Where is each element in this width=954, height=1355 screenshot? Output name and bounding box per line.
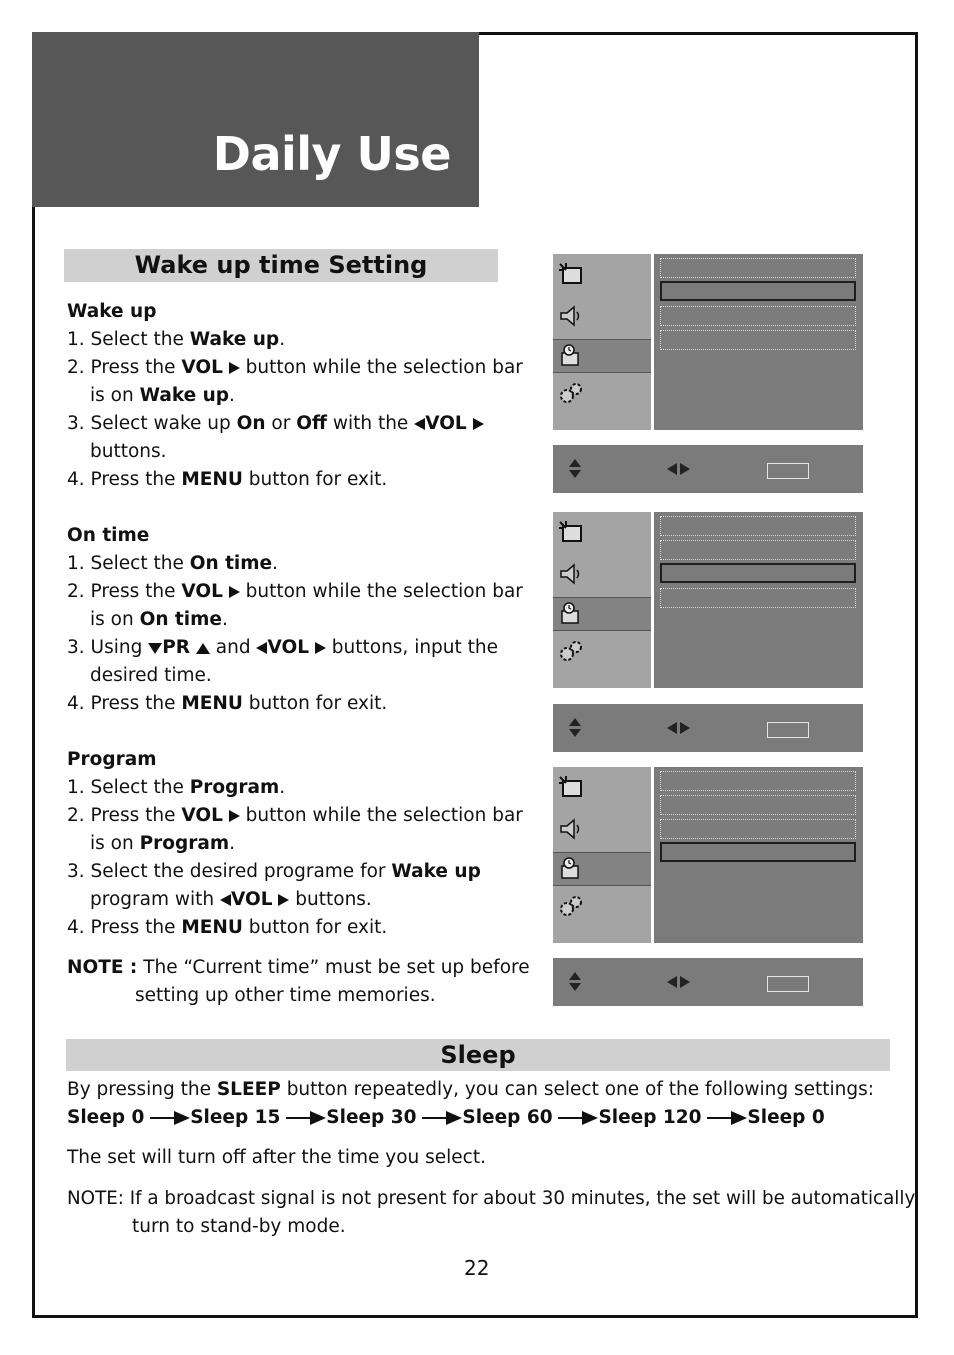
ontime-step-2-cont	[90, 606, 228, 634]
text-bold: On time	[189, 553, 273, 574]
text: button for exit.	[242, 917, 388, 938]
ontime-step-3	[67, 634, 498, 662]
text: button while the selection bar	[239, 805, 523, 826]
sleep-note-cont: turn to stand-by mode.	[132, 1216, 346, 1237]
text: .	[229, 833, 236, 854]
sleep-option: Sleep 30	[326, 1107, 417, 1128]
text: By pressing the	[67, 1079, 217, 1100]
menu-key-box	[767, 463, 809, 479]
program-step-4	[67, 914, 387, 942]
right-triangle-icon	[229, 586, 240, 598]
picture-icon	[558, 262, 584, 286]
right-triangle-icon	[315, 642, 326, 654]
wakeup-title: Wake up	[67, 301, 157, 322]
menu-key-box	[767, 722, 809, 738]
text-bold: SLEEP	[216, 1079, 281, 1100]
sound-icon	[558, 817, 584, 841]
wakeup-step-4	[67, 466, 387, 494]
text: button for exit.	[242, 469, 388, 490]
picture-icon	[558, 775, 584, 799]
sleep-option: Sleep 120	[598, 1107, 702, 1128]
text-bold: MENU	[181, 917, 243, 938]
menu-item-panel	[654, 254, 863, 430]
chapter-title: Daily Use	[212, 127, 451, 181]
setup-icon	[558, 639, 584, 663]
wake-heading-text: Wake up time Setting	[134, 251, 428, 279]
program-step-2-cont	[90, 830, 235, 858]
right-triangle-icon	[229, 362, 240, 374]
wake-note	[67, 954, 530, 982]
down-triangle-icon	[148, 643, 162, 654]
sleep-turnoff: The set will turn off after the time you select.	[67, 1147, 486, 1168]
left-triangle-icon	[256, 642, 267, 654]
menu-item-panel	[654, 767, 863, 943]
text-bold: VOL	[267, 637, 309, 658]
text: .	[279, 777, 286, 798]
text: 4. Press the	[67, 917, 182, 938]
wakeup-step-3-cont: buttons.	[90, 441, 167, 462]
text: 2. Press the	[67, 805, 182, 826]
picture-icon	[558, 520, 584, 544]
menu-item-panel	[654, 512, 863, 688]
left-triangle-icon	[220, 894, 231, 906]
menu-screen-wakeup	[553, 254, 863, 430]
sound-icon	[558, 304, 584, 328]
text: or	[265, 413, 297, 434]
text-bold: Program	[189, 777, 280, 798]
text: The “Current time” must be set up before	[137, 957, 530, 978]
menu-row	[660, 516, 856, 536]
chapter-header	[32, 32, 479, 207]
text: 3. Using	[67, 637, 149, 658]
text-bold: VOL	[181, 357, 223, 378]
text: button while the selection bar	[239, 581, 523, 602]
text-bold: On	[236, 413, 266, 434]
arrow-right-icon	[422, 1111, 462, 1125]
menu-row	[660, 795, 856, 815]
arrow-right-icon	[286, 1111, 326, 1125]
menu-nav-bar-program	[553, 958, 863, 1006]
text: is on	[90, 609, 140, 630]
sleep-heading-text: Sleep	[440, 1041, 516, 1069]
text: with the	[326, 413, 415, 434]
text: program with	[90, 889, 220, 910]
sleep-section-heading	[66, 1039, 890, 1071]
sleep-note: NOTE: If a broadcast signal is not present for about 30 minutes, the set will be automatically	[67, 1188, 916, 1209]
left-triangle-icon	[414, 418, 425, 430]
text: 1. Select the	[67, 329, 190, 350]
menu-key-box	[767, 976, 809, 992]
text-bold: Wake up	[391, 861, 481, 882]
text-bold: On time	[139, 609, 222, 630]
text-bold: VOL	[425, 413, 467, 434]
menu-row-selected	[660, 842, 856, 862]
wake-note-cont: setting up other time memories.	[135, 985, 436, 1006]
ontime-step-4	[67, 690, 387, 718]
arrow-right-icon	[707, 1111, 747, 1125]
text: button while the selection bar	[239, 357, 523, 378]
text-bold: VOL	[230, 889, 273, 910]
text-bold: Wake up	[189, 329, 280, 350]
setup-icon	[558, 894, 584, 918]
time-icon	[558, 601, 584, 625]
text-bold: Off	[296, 413, 327, 434]
wake-section-heading	[64, 249, 498, 282]
time-icon	[558, 856, 584, 880]
text: and	[209, 637, 257, 658]
menu-screen-program	[553, 767, 863, 943]
sleep-option: Sleep 60	[462, 1107, 553, 1128]
program-step-3-cont	[90, 886, 372, 914]
text: .	[221, 609, 228, 630]
arrow-right-icon	[558, 1111, 598, 1125]
text: is on	[90, 385, 140, 406]
menu-row	[660, 540, 856, 560]
right-triangle-icon	[229, 810, 240, 822]
time-icon	[558, 343, 584, 367]
right-triangle-icon	[278, 894, 289, 906]
ontime-title: On time	[67, 525, 150, 546]
menu-nav-bar-wakeup	[553, 445, 863, 493]
wakeup-step-2-cont	[90, 382, 235, 410]
ontime-step-2	[67, 578, 523, 606]
text: 4. Press the	[67, 469, 182, 490]
sound-icon	[558, 562, 584, 586]
text-bold: Program	[139, 833, 230, 854]
text: buttons, input the	[325, 637, 499, 658]
menu-row	[660, 588, 856, 608]
ontime-step-3-cont: desired time.	[90, 665, 212, 686]
text: button for exit.	[242, 693, 388, 714]
text: button repeatedly, you can select one of the following settings:	[280, 1079, 875, 1100]
text: buttons.	[289, 889, 372, 910]
menu-row-selected	[660, 563, 856, 583]
text: 1. Select the	[67, 553, 190, 574]
wakeup-step-2	[67, 354, 523, 382]
page-number: 22	[464, 1256, 490, 1280]
sleep-intro	[67, 1076, 874, 1104]
text: .	[279, 329, 286, 350]
up-triangle-icon	[196, 643, 210, 654]
text: 1. Select the	[67, 777, 190, 798]
text: is on	[90, 833, 140, 854]
program-step-2	[67, 802, 523, 830]
text: 3. Select wake up	[67, 413, 237, 434]
text-bold: Wake up	[139, 385, 230, 406]
note-label: NOTE :	[67, 957, 138, 978]
menu-screen-ontime	[553, 512, 863, 688]
text-bold: MENU	[181, 693, 243, 714]
text: .	[272, 553, 278, 574]
wakeup-step-1	[67, 326, 285, 354]
text: 2. Press the	[67, 357, 182, 378]
text-bold: VOL	[181, 581, 223, 602]
sleep-option: Sleep 0	[747, 1107, 825, 1128]
text: 3. Select the desired programe for	[67, 861, 392, 882]
menu-row	[660, 258, 856, 278]
sleep-sequence	[67, 1104, 825, 1132]
program-step-1	[67, 774, 285, 802]
text: 2. Press the	[67, 581, 182, 602]
arrow-right-icon	[150, 1111, 190, 1125]
sleep-option: Sleep 0	[67, 1107, 145, 1128]
menu-row	[660, 330, 856, 350]
program-title: Program	[67, 749, 157, 770]
menu-row	[660, 771, 856, 791]
ontime-step-1	[67, 550, 278, 578]
sleep-option: Sleep 15	[190, 1107, 281, 1128]
text-bold: PR	[162, 637, 191, 658]
setup-icon	[558, 381, 584, 405]
right-triangle-icon	[473, 418, 484, 430]
menu-row-selected	[660, 281, 856, 301]
wakeup-step-3	[67, 410, 484, 438]
program-step-3	[67, 858, 481, 886]
menu-nav-bar-ontime	[553, 704, 863, 752]
menu-row	[660, 819, 856, 839]
text-bold: VOL	[181, 805, 223, 826]
text: 4. Press the	[67, 693, 182, 714]
text: .	[229, 385, 235, 406]
menu-row	[660, 306, 856, 326]
text-bold: MENU	[181, 469, 243, 490]
